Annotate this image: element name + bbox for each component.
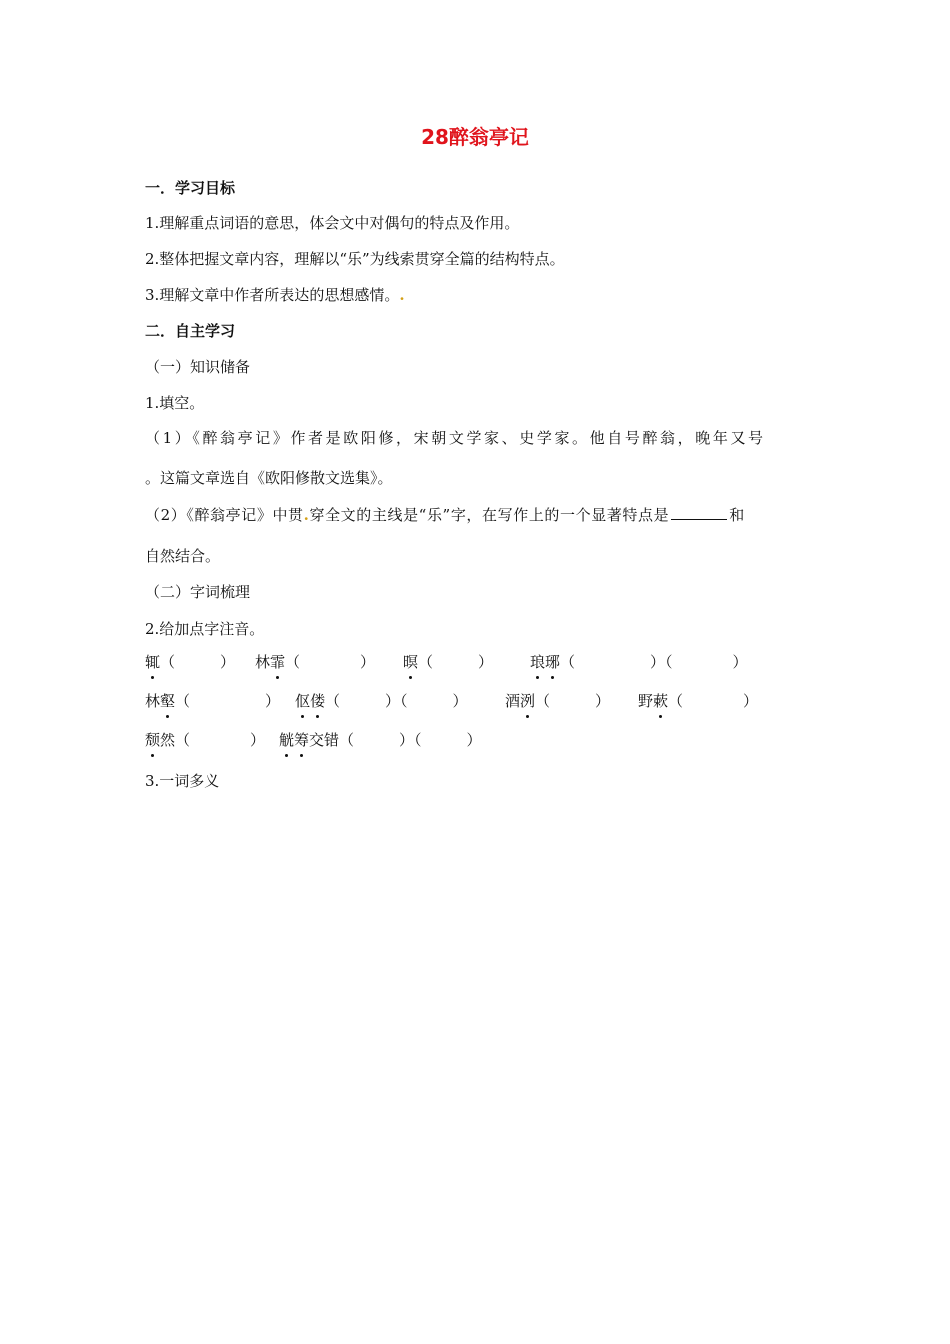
- pinyin-item: 林壑（ ）: [145, 689, 280, 713]
- subsection-knowledge: （一）知识储备: [145, 358, 251, 376]
- dotted-char: 颓: [145, 728, 160, 752]
- question-1: 1.填空。: [145, 394, 205, 412]
- question-1-1-line-b: 。这篇文章选自《欧阳修散文选集》。: [145, 469, 393, 487]
- dotted-char: 琅: [530, 650, 545, 674]
- pinyin-item: 辄（ ）: [145, 650, 235, 674]
- section-heading-goals: 一．学习目标: [145, 179, 236, 197]
- pinyin-item: 伛偻（ ）（ ）: [295, 689, 468, 713]
- question-3: 3.一词多义: [145, 772, 220, 790]
- dotted-char: 筹: [294, 728, 309, 752]
- pinyin-item: 觥筹交错（ ）（ ）: [279, 728, 482, 752]
- subsection-vocabulary: （二）字词梳理: [145, 583, 251, 601]
- dotted-char: 琊: [545, 650, 560, 674]
- dotted-char: 洌: [520, 689, 535, 713]
- question-1-2-line-a: （2）《醉翁亭记》中贯.穿全文的主线是“乐”字，在写作上的一个显著特点是 和: [145, 503, 745, 527]
- dotted-char: 暝: [403, 650, 418, 674]
- stray-mark: .: [399, 286, 405, 304]
- dotted-char: 觥: [279, 728, 294, 752]
- goal-item-3: 3.理解文章中作者所表达的思想感情。.: [145, 286, 405, 304]
- question-1-2-line-b: 自然结合。: [145, 547, 221, 565]
- question-1-1-line-a: （1）《醉翁亭记》作者是欧阳修，宋朝文学家、史学家。他自号醉翁，晚年又号: [145, 429, 766, 447]
- pinyin-item: 林霏（ ）: [255, 650, 375, 674]
- section-heading-self-study: 二．自主学习: [145, 322, 236, 340]
- dotted-char: 霏: [270, 650, 285, 674]
- dotted-char: 辄: [145, 650, 160, 674]
- page-title: 28醉翁亭记: [421, 125, 529, 149]
- question-2: 2.给加点字注音。: [145, 620, 265, 638]
- pinyin-item: 琅琊（ ）（ ）: [530, 650, 748, 674]
- dotted-char: 壑: [160, 689, 175, 713]
- fill-blank[interactable]: [671, 503, 727, 520]
- goal-item-1: 1.理解重点词语的意思，体会文中对偶句的特点及作用。: [145, 214, 520, 232]
- pinyin-item: 颓然（ ）: [145, 728, 265, 752]
- dotted-char: 偻: [310, 689, 325, 713]
- goal-item-2: 2.整体把握文章内容，理解以“乐”为线索贯穿全篇的结构特点。: [145, 250, 565, 268]
- pinyin-item: 野蔌（ ）: [638, 689, 758, 713]
- dotted-char: 蔌: [653, 689, 668, 713]
- pinyin-item: 酒洌（ ）: [505, 689, 610, 713]
- pinyin-item: 暝（ ）: [403, 650, 493, 674]
- dotted-char: 伛: [295, 689, 310, 713]
